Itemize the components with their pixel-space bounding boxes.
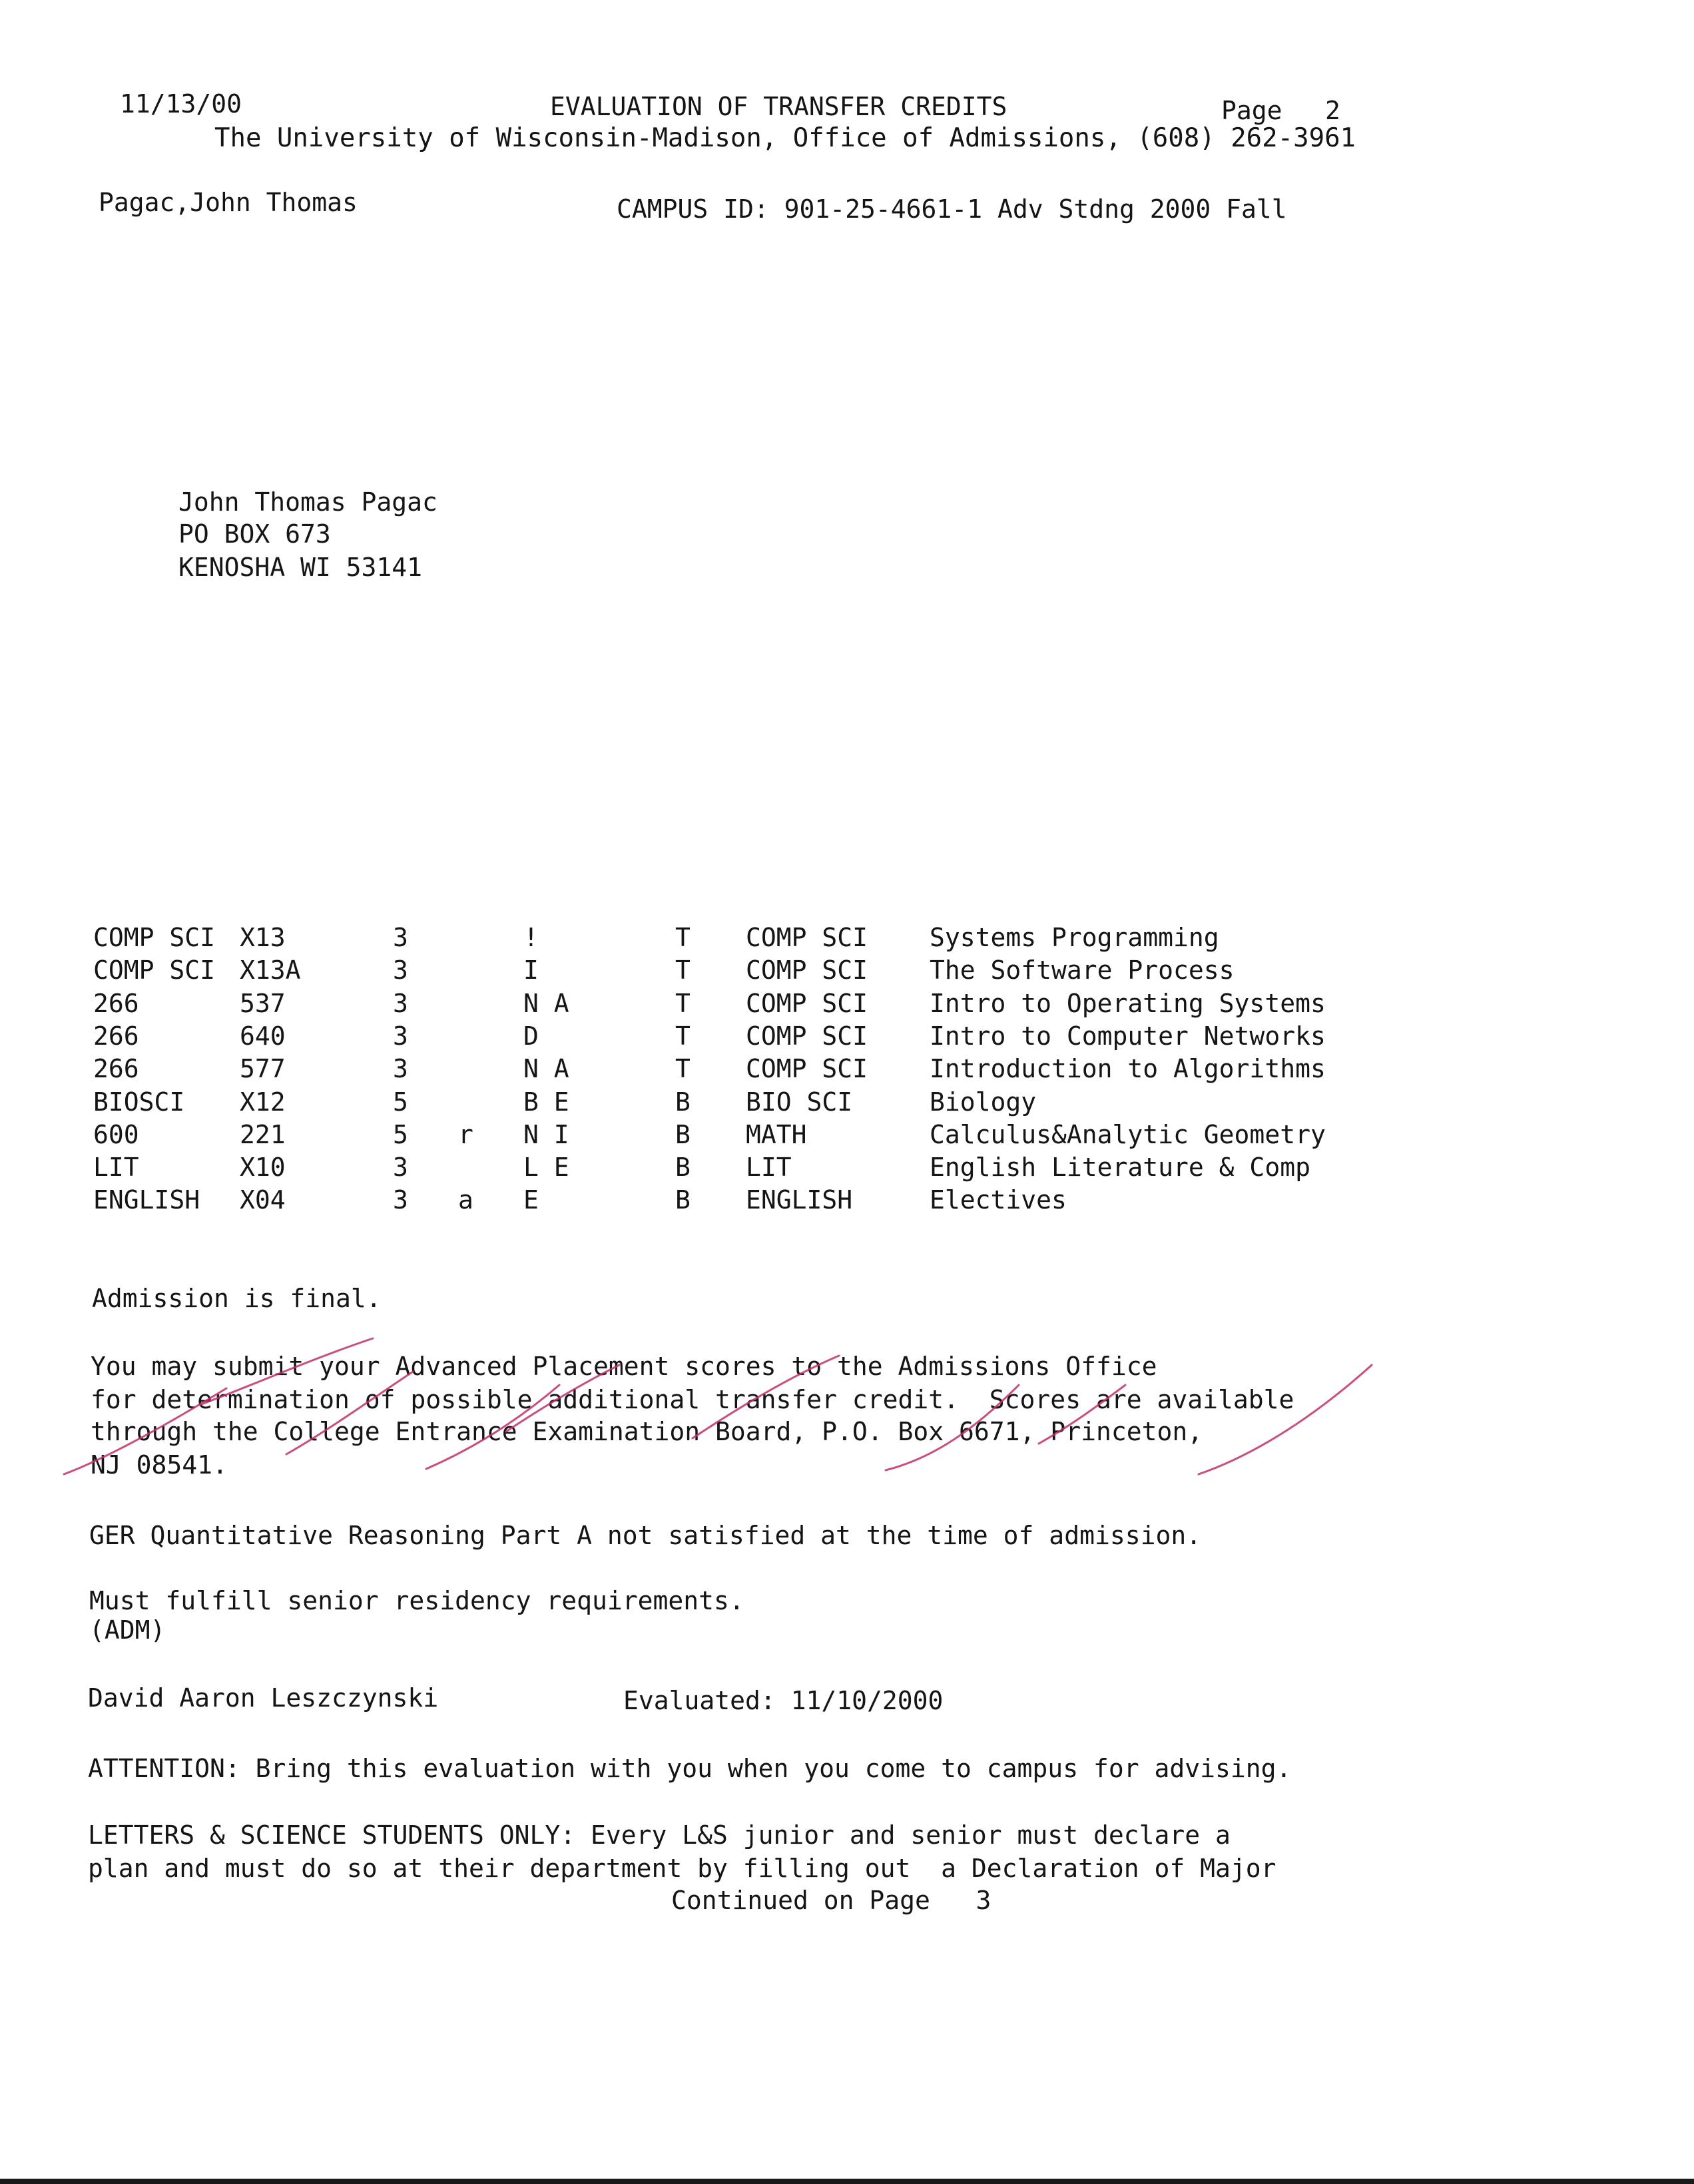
course-number: 537 <box>240 989 286 1018</box>
ap-note-line-2: for determination of possible additional transfer credit. Scores are available <box>91 1385 1294 1414</box>
course-flag-2: N I <box>523 1120 569 1149</box>
course-credits: 5 <box>393 1087 408 1117</box>
course-credits: 3 <box>393 1153 408 1182</box>
campus-id: CAMPUS ID: 901-25-4661-1 Adv Stdng 2000 Fall <box>617 194 1287 224</box>
course-flag-2: I <box>523 956 539 985</box>
admission-note: Admission is final. <box>92 1284 382 1313</box>
course-subject: BIOSCI <box>93 1087 185 1117</box>
course-flag-2: N A <box>523 989 569 1018</box>
course-title: Electives <box>930 1185 1067 1215</box>
pen-stroke <box>693 1356 839 1438</box>
course-title: Biology <box>930 1087 1037 1117</box>
ls-note-line-2: plan and must do so at their department by filling out a Declaration of Major <box>88 1854 1276 1883</box>
pen-stroke <box>200 1338 373 1405</box>
header-date: 11/13/00 <box>120 89 242 119</box>
course-flag-2: D <box>523 1021 539 1051</box>
course-subject: ENGLISH <box>93 1185 200 1215</box>
course-title: Intro to Computer Networks <box>930 1021 1326 1051</box>
course-equivalent: MATH <box>746 1120 807 1149</box>
continued-note: Continued on Page 3 <box>671 1886 991 1915</box>
course-number: X12 <box>240 1087 286 1117</box>
course-flag-2: N A <box>523 1054 569 1083</box>
pen-stroke <box>1039 1385 1125 1444</box>
course-number: 577 <box>240 1054 286 1083</box>
course-flag-1: r <box>458 1120 473 1149</box>
course-title: Introduction to Algorithms <box>930 1054 1326 1083</box>
address-line-3: KENOSHA WI 53141 <box>178 553 423 582</box>
course-number: X10 <box>240 1153 286 1182</box>
course-number: X13A <box>240 956 301 985</box>
course-type: B <box>675 1153 691 1182</box>
course-credits: 3 <box>393 1054 408 1083</box>
course-equivalent: BIO SCI <box>746 1087 853 1117</box>
course-credits: 3 <box>393 1185 408 1215</box>
course-type: T <box>675 1021 691 1051</box>
course-flag-2: E <box>523 1185 539 1215</box>
address-line-2: PO BOX 673 <box>178 519 331 549</box>
course-credits: 3 <box>393 989 408 1018</box>
course-equivalent: ENGLISH <box>746 1185 853 1215</box>
course-number: 221 <box>240 1120 286 1149</box>
header-institution: The University of Wisconsin-Madison, Office of Admissions, (608) 262-3961 <box>214 123 1356 153</box>
course-type: T <box>675 989 691 1018</box>
course-type: B <box>675 1120 691 1149</box>
student-name: Pagac,John Thomas <box>99 188 358 217</box>
course-credits: 5 <box>393 1120 408 1149</box>
attention-note: ATTENTION: Bring this evaluation with you when you come to campus for advising. <box>88 1754 1292 1783</box>
course-number: X04 <box>240 1185 286 1215</box>
course-type: B <box>675 1087 691 1117</box>
course-type: T <box>675 956 691 985</box>
address-line-1: John Thomas Pagac <box>178 487 437 517</box>
course-equivalent: COMP SCI <box>746 923 868 952</box>
course-title: Calculus&Analytic Geometry <box>930 1120 1326 1149</box>
adm-note: (ADM) <box>89 1615 166 1645</box>
course-subject: LIT <box>93 1153 139 1182</box>
course-credits: 3 <box>393 956 408 985</box>
ap-note-line-3: through the College Entrance Examination Board, P.O. Box 6671, Princeton, <box>91 1417 1203 1446</box>
course-subject: 600 <box>93 1120 139 1149</box>
course-credits: 3 <box>393 923 408 952</box>
course-title: Intro to Operating Systems <box>930 989 1326 1018</box>
scan-bottom-edge <box>0 2179 1694 2184</box>
course-equivalent: COMP SCI <box>746 956 868 985</box>
course-subject: 266 <box>93 1021 139 1051</box>
course-number: X13 <box>240 923 286 952</box>
course-equivalent: COMP SCI <box>746 1021 868 1051</box>
pen-stroke <box>1199 1365 1372 1474</box>
course-equivalent: COMP SCI <box>746 989 868 1018</box>
course-subject: 266 <box>93 1054 139 1083</box>
pen-stroke <box>886 1385 1019 1470</box>
course-flag-2: ! <box>523 923 539 952</box>
course-title: Systems Programming <box>930 923 1219 952</box>
course-flag-1: a <box>458 1185 473 1215</box>
evaluator-name: David Aaron Leszczynski <box>88 1683 439 1713</box>
course-flag-2: B E <box>523 1087 569 1117</box>
course-subject: COMP SCI <box>93 956 216 985</box>
residency-note: Must fulfill senior residency requirements. <box>89 1586 744 1615</box>
pen-stroke <box>286 1372 413 1454</box>
pen-stroke <box>426 1385 559 1469</box>
header-title: EVALUATION OF TRANSFER CREDITS <box>550 92 1007 121</box>
course-equivalent: LIT <box>746 1153 792 1182</box>
course-subject: COMP SCI <box>93 923 216 952</box>
ger-note: GER Quantitative Reasoning Part A not satisfied at the time of admission. <box>89 1521 1202 1550</box>
course-subject: 266 <box>93 989 139 1018</box>
ap-note-line-1: You may submit your Advanced Placement scores to the Admissions Office <box>91 1352 1157 1381</box>
course-type: T <box>675 923 691 952</box>
course-credits: 3 <box>393 1021 408 1051</box>
course-type: T <box>675 1054 691 1083</box>
evaluated-date: Evaluated: 11/10/2000 <box>623 1686 944 1715</box>
ls-note-line-1: LETTERS & SCIENCE STUDENTS ONLY: Every L&S junior and senior must declare a <box>88 1820 1231 1850</box>
pen-stroke <box>506 1365 619 1432</box>
course-title: English Literature & Comp <box>930 1153 1310 1182</box>
course-flag-2: L E <box>523 1153 569 1182</box>
header-page-label: Page <box>1221 96 1282 125</box>
course-title: The Software Process <box>930 956 1235 985</box>
course-type: B <box>675 1185 691 1215</box>
course-number: 640 <box>240 1021 286 1051</box>
header-page-number: 2 <box>1325 96 1340 125</box>
course-equivalent: COMP SCI <box>746 1054 868 1083</box>
pen-stroke <box>64 1388 226 1474</box>
ap-note-line-4: NJ 08541. <box>91 1450 228 1480</box>
